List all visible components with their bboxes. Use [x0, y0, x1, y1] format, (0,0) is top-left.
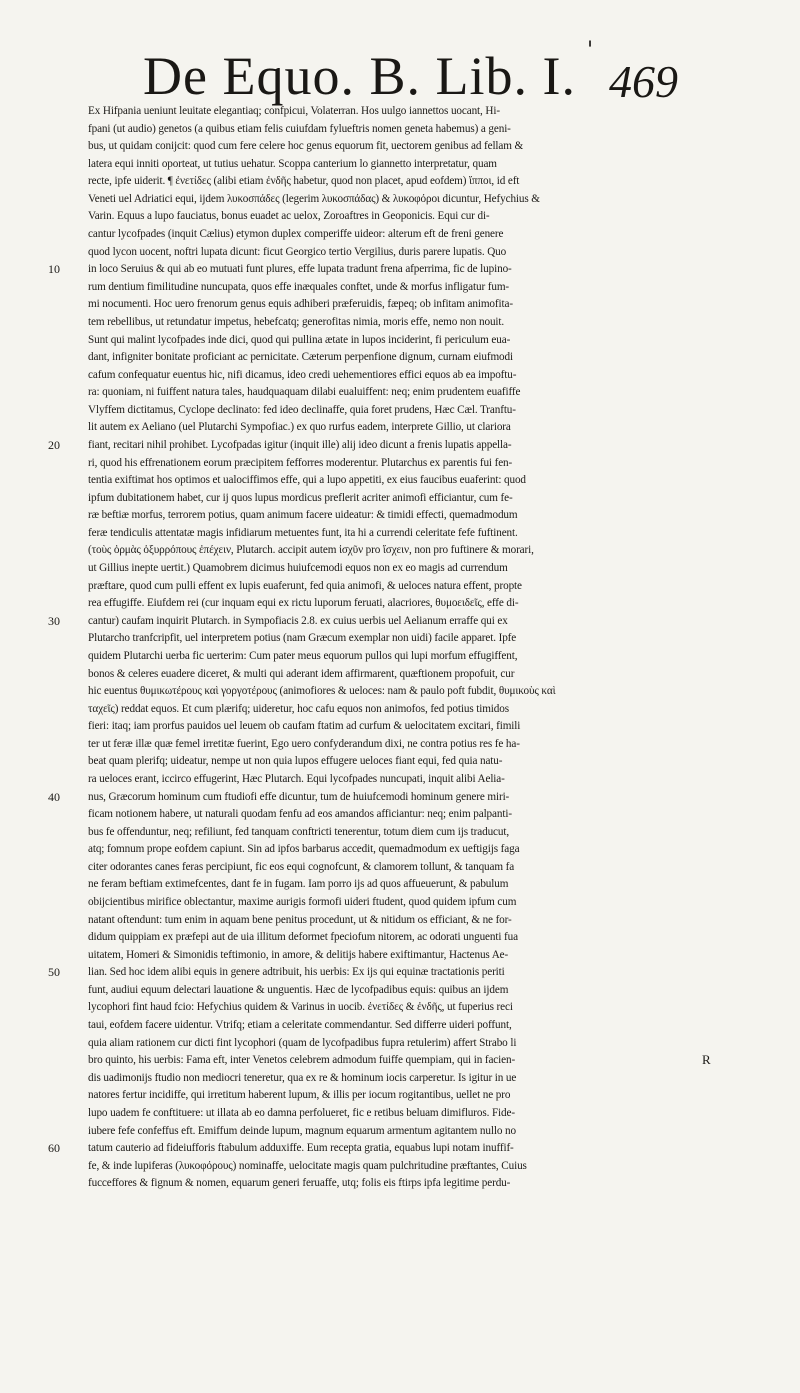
- text-line: ipfum dubitationem habet, cur ij quos lupus mordicus preflerit acriter animofi efficiantur, cum fe-: [88, 491, 513, 504]
- text-line: ταχεῖς) reddat equos. Et cum plærifq; uideretur, hoc cafu equos non animofos, fed potius timidos: [88, 702, 509, 715]
- text-line: funt, audiui equum delectari lauatione & unguentis. Hæc de lycofpadibus equis: quibus an ijdem: [88, 983, 509, 996]
- text-line: Plutarcho tranfcripfit, uel interpretem potius (nam Græcum exemplar non uidi) facile apparet. Ipfe: [88, 632, 517, 645]
- text-line: feræ tendiculis attentatæ magis infidiarum metuentes funt, ita hi a currendi celeritate fefe fuftinent.: [88, 526, 518, 539]
- text-line: ra: quoniam, ni fuiffent natura tales, haudquaquam dilabi eualuiffent: neq; enim prudentem euafiffe: [88, 386, 521, 399]
- text-line: lycophori fint haud fcio: Hefychius quidem & Varinus in uocib. ἐνετίδες & ἐνδῆς, ut fuperius reci: [88, 1001, 513, 1014]
- folio-mark: ': [586, 38, 593, 63]
- text-line: rea effugiffe. Eiufdem rei (cur inquam equi ex rictu luporum feruati, alacriores, θυμοειδεῖς, effe di-: [88, 597, 519, 610]
- text-line: quia aliam rationem cur dicti fint lycophori (quam de lycofpadibus fupra retulerim) affert Strabo li: [88, 1036, 517, 1049]
- margin-line-number: 60: [48, 1141, 60, 1156]
- margin-line-number: 50: [48, 965, 60, 980]
- text-line: fiant, recitari nihil prohibet. Lycofpadas igitur (inquit ille) alij ideo dicunt a frenis lupatis appella-: [88, 438, 512, 451]
- text-line: bus, ut quidam conijcit: quod cum fere celere hoc genus equorum fit, uectorem genibus ad fellam &: [88, 140, 524, 153]
- text-line: nus, Græcorum hominum cum ftudiofi effe dicuntur, tum de huiufcemodi hominum genere miri-: [88, 790, 510, 803]
- text-line: didum quippiam ex præfepi aut de uia illitum deformet fpeciofum nitorem, ac odorati unguenti fua: [88, 931, 518, 944]
- text-line: ut Gillius inepte uertit.) Quamobrem dicimus huiufcemodi equos non ex eo magis ad currendum: [88, 562, 508, 575]
- text-line: bonos & celeres euadere diceret, & multi qui aderant idem affirmarent, quæftionem propofuit, cur: [88, 667, 515, 680]
- text-line: (τοὺς ὁρμὰς ὀξυρρόπους ἐπέχειν, Plutarch. accipit autem ἰσχῦν pro ἴσχειν, non pro fuftinere & morari,: [88, 544, 534, 557]
- margin-line-number: 20: [48, 438, 60, 453]
- text-line: in loco Seruius & qui ab eo mutuati funt plures, effe lupata tradunt frena afperrima, fic de lupino-: [88, 263, 512, 276]
- text-line: tentia exiftimat hos optimos et ualociffimos effe, qui a lupo appetiti, ex eius faucibus euaferint: quod: [88, 474, 526, 487]
- catchword: R: [702, 1052, 711, 1067]
- margin-line-number: 40: [48, 789, 60, 804]
- text-line: hic euentus θυμικωτέρους καὶ γοργοτέρους (animofiores & ueloces: nam & paulo poft fubdit, θυμικοὺς καὶ: [88, 685, 556, 698]
- text-line: ri, quod his effrenationem eorum præcipitem fefforres moderentur. Plutarchus ex parentis fui fen-: [88, 456, 513, 469]
- page-number: 469: [609, 56, 678, 107]
- text-line: ræ beftiæ morfus, terrorem potius, quam animum facere uideatur: & timidi effecti, quemadmodum: [88, 509, 518, 522]
- text-line: quod lycon uocent, noftri lupata dicunt: ficut Georgico tertio Vergilius, duris parere lupatis. Quo: [88, 245, 507, 258]
- text-line: recte, ipfe uiderit. ¶ ἐνετίδες (alibi etiam ἐνδῆς habetur, quod non placet, apud eofdem) ἵπποι, id eft: [88, 175, 520, 188]
- text-line: dis uadimonijs ftudio non mediocri teneretur, qua ex re & hominum iocis carperetur. Is igitur in ue: [88, 1071, 517, 1084]
- text-line: obijcientibus mirifice oblectantur, maxime aurigis formofi uideri ftudent, quod quidem ipfum cum: [88, 896, 517, 909]
- text-line: quidem Plutarchi uerba fic uerterim: Cum pater meus equorum pullos qui lupi morfum effugiffent,: [88, 649, 518, 662]
- text-line: rum dentium fimilitudine nuncupata, quos effe inæquales conftet, unde & morfus infligatur fum-: [88, 280, 510, 293]
- margin-line-number: 30: [48, 613, 60, 628]
- text-line: uitatem, Homeri & Simonidis teftimonio, in amore, & delitijs habere exiftimantur, Hactenus Ae-: [88, 948, 509, 961]
- text-line: atq; fomnum prope eofdem capiunt. Sin ad ipfos barbarus accedit, quemadmodum ex ueftigijs faga: [88, 843, 520, 856]
- text-line: natores fertur incidiffe, qui irretitum haberent lupum, & illis per iocum rogitantibus, uellet ne pro: [88, 1089, 511, 1102]
- text-line: lit autem ex Aeliano (uel Plutarchi Sympofiac.) ex quo rurfus eadem, interprete Gillio, ut clariora: [88, 421, 511, 434]
- text-line: Sunt qui malint lycofpades inde dici, quod qui pullina ætate in lupos inciderint, fi periculum eua-: [88, 333, 511, 346]
- text-line: bro quinto, his uerbis: Fama eft, inter Venetos celebrem admodum fuiffe quempiam, qui in facien-: [88, 1054, 516, 1067]
- text-line: bus fe offenduntur, neq; refiliunt, fed tanquam conftricti tenerentur, totum diem cum ijs traducut,: [88, 825, 510, 838]
- margin-line-number: 10: [48, 262, 60, 277]
- text-line: ter ut feræ illæ quæ femel irretitæ fuerint, Ego uero confyderandum dixi, ne contra potius res fe ha-: [88, 737, 520, 750]
- text-line: Vlyffem dictitamus, Cyclope declinato: fed ideo declinaffe, quia foret prudens, Hæc Cæl. Tranftu-: [88, 403, 516, 416]
- text-line: latera equi inniti oporteat, ut tutius uehatur. Scoppa canterium lo giannetto interpretatur, quam: [88, 157, 497, 170]
- text-line: cafum confequatur euentus hic, nifi dicamus, ideo credi uehementiores effici equos ab ea impoftu-: [88, 368, 517, 381]
- text-line: fe, & inde lupiferas (λυκοφόρους) nominaffe, uelocitate magis quam pulchritudine præftantes, Cuius: [88, 1159, 527, 1172]
- text-line: præftare, quod cum pulli effent ex lupis euaferunt, fed quia animofi, & ueloces natura effent, propte: [88, 579, 522, 592]
- text-line: taui, eofdem facere uidentur. Vtrifq; etiam a celeritate commendantur. Sed differre uideri poffunt,: [88, 1019, 512, 1032]
- text-line: Veneti uel Adriatici equi, ijdem λυκοσπάδες (legerim λυκοσπάδας) & λυκοφόροι dicuntur, Hefychius &: [88, 192, 540, 205]
- text-line: beat quam plerifq; uideatur, nempe ut non quia lupos effugere ueloces fiant equi, fed quia natu-: [88, 755, 503, 768]
- text-line: fieri: itaq; iam prorfus pauidos uel leuem ob caufam ftatim ad curfum & uelocitatem excitari, fimili: [88, 720, 521, 733]
- text-line: citer odorantes canes feras percipiunt, fic eos equi cognofcunt, & clamorem tollunt, & tanquam fa: [88, 860, 515, 873]
- text-line: mi nocumenti. Hoc uero frenorum genus equis adhiberi præferuidis, fæpeq; ob infitam animofita-: [88, 298, 513, 311]
- text-block: [88, 103, 713, 1193]
- running-title: De Equo. B. Lib. I.: [143, 46, 576, 106]
- text-line: lian. Sed hoc idem alibi equis in genere adtribuit, his uerbis: Ex ijs qui equinæ tractationis periti: [88, 966, 505, 979]
- text-line: dant, infigniter bonitate proficiant ac pernicitate. Cæterum perpenfione dignum, curnam eiufmodi: [88, 351, 513, 364]
- text-line: tem rebellibus, ut retundatur impetus, hebefcatq; generofitas nimia, moris effe, nemo non nouit.: [88, 315, 505, 328]
- text-line: tatum cauterio ad fideiufforis ftabulum adduxiffe. Eum recepta gratia, equabus lupi notam inuffif-: [88, 1142, 514, 1155]
- text-line: cantur lycofpades (inquit Cælius) etymon duplex comperiffe uideor: alterum eft de freni genere: [88, 228, 504, 241]
- text-line: iubere fefe confeffus eft. Emiffum deinde lupum, magnum equarum armentum agitantem nullo no: [88, 1124, 516, 1137]
- text-line: fucceffores & fignum & nomen, equarum generi feruaffe, utq; folis eis ftirps ipfa legitime perdu-: [88, 1177, 511, 1190]
- text-line: cantur) caufam inquirit Plutarch. in Sympofiacis 2.8. ex cuius uerbis uel Aelianum erraffe qui ex: [88, 614, 508, 627]
- text-line: natant oftendunt: tum enim in aquam bene penitus procedunt, ut & nitidum os efficiant, & ne for-: [88, 913, 512, 926]
- text-line: fpani (ut audio) genetos (a quibus etiam felis cuiufdam fylueftris nomen geneta habemus) a geni-: [88, 122, 511, 135]
- text-line: Varin. Equus a lupo fauciatus, bonus euadet ac uelox, Zoroaftres in Geoponicis. Equi cur di-: [88, 210, 490, 223]
- text-line: ne feram beftiam extimefcentes, dant fe in fugam. Iam porro ijs ad quos affueuerunt, & pabulum: [88, 878, 509, 891]
- page-header: [143, 38, 678, 107]
- text-line: ra ueloces erant, iccirco effugerint, Hæc Plutarch. Equi lycofpades nuncupati, inquit alibi Aelia-: [88, 772, 505, 785]
- text-line: lupo uadem fe conftituere: ut illata ab eo damna perfolueret, fic e retibus beluam dimifluros. Fide-: [88, 1106, 515, 1119]
- text-line: ficam notionem habere, ut naturali quodam fenfu ad eos amandos afficiantur: neq; enim palpanti-: [88, 808, 512, 821]
- text-line: Ex Hifpania ueniunt leuitate elegantiaq; confpicui, Volaterran. Hos uulgo iannettos uocant, Hi-: [88, 105, 500, 117]
